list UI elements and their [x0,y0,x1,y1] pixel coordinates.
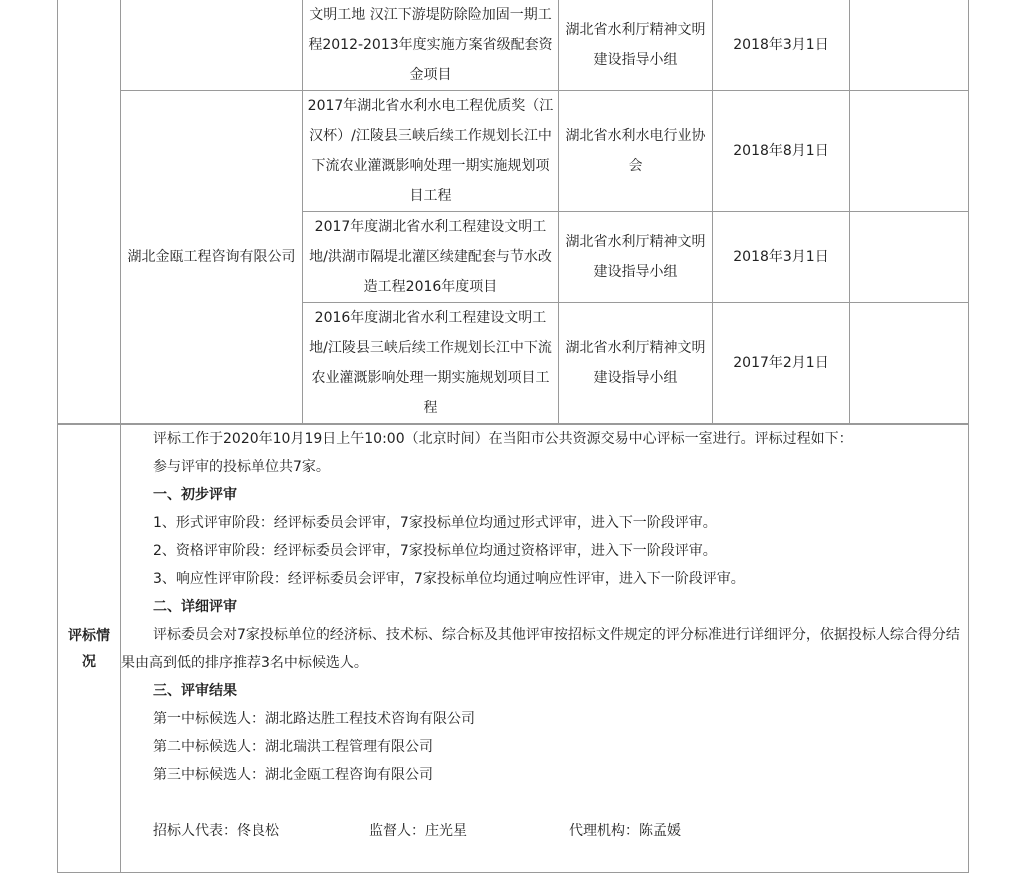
signature-supervisor: 监督人：庄光星 [369,823,467,839]
preliminary-item: 2、资格评审阶段：经评标委员会评审，7家投标单位均通过资格评审，进入下一阶段评审。 [153,543,717,559]
table-row [303,303,558,423]
award-date: 2018年3月1日 [733,37,829,53]
preliminary-item: 1、形式评审阶段：经评标委员会评审，7家投标单位均通过形式评审，进入下一阶段评审。 [153,515,717,531]
column-divider [849,0,850,424]
award-issuer: 湖北省水利水电行业协会 [565,128,706,174]
section-heading-detailed: 二、详细评审 [153,599,237,615]
bidder-count: 参与评审的投标单位共7家。 [153,459,330,475]
table-right-border [968,0,969,873]
table-cell [713,212,849,302]
table-cell [713,0,849,90]
award-project: 2017年湖北省水利水电工程优质奖（江汉杯）/江陵县三峡后续工作规划长江中下流农业灌溉影响处理一期实施规划项目工程 [307,98,554,204]
table-cell [559,0,712,90]
award-project: 2016年度湖北省水利工程建设文明工地/江陵县三峡后续工作规划长江中下流农业灌溉影响处理一期实施规划项目工程 [309,310,552,416]
award-date: 2017年2月1日 [733,355,829,371]
signature-agency: 代理机构：陈孟媛 [569,823,681,839]
candidate-third: 第三中标候选人：湖北金瓯工程咨询有限公司 [153,767,433,783]
preliminary-item: 3、响应性评审阶段：经评标委员会评审，7家投标单位均通过响应性评审，进入下一阶段评审。 [153,571,745,587]
evaluation-label-cell [58,425,120,872]
award-issuer: 湖北省水利厅精神文明建设指导小组 [565,234,706,280]
candidate-second: 第二中标候选人：湖北瑞洪工程管理有限公司 [153,739,433,755]
signature-tenderer: 招标人代表：佟良松 [153,823,279,839]
company-name: 湖北金瓯工程咨询有限公司 [127,249,296,265]
evaluation-label: 评标情况 [68,627,110,670]
detailed-review-text: 评标委员会对7家投标单位的经济标、技术标、综合标及其他评审按招标文件规定的评分标准进行详细评分，依据投标人综合得分结果由高到低的排序推荐3名中标候选人。 [121,627,960,671]
evaluation-intro: 评标工作于2020年10月19日上午10:00（北京时间）在当阳市公共资源交易中心评标一室进行。评标过程如下： [153,431,853,447]
award-project: 2017年度湖北省水利工程建设文明工地/洪湖市隔堤北灌区续建配套与节水改造工程2016年度项目 [309,219,552,295]
award-date: 2018年3月1日 [733,249,829,265]
table-row [303,212,558,302]
table-row [303,91,558,211]
award-issuer: 湖北省水利厅精神文明建设指导小组 [565,22,706,68]
company-cell [121,91,302,423]
section-heading-preliminary: 一、初步评审 [153,487,237,503]
candidate-first: 第一中标候选人：湖北路达胜工程技术咨询有限公司 [153,711,475,727]
table-cell [713,91,849,211]
award-issuer: 湖北省水利厅精神文明建设指导小组 [565,340,706,386]
table-row [303,0,558,90]
table-cell [559,212,712,302]
section-heading-results: 三、评审结果 [153,683,237,699]
table-cell [559,303,712,423]
award-date: 2018年8月1日 [733,143,829,159]
table-cell [559,91,712,211]
table-cell [713,303,849,423]
award-project: 文明工地 汉江下游堤防除险加固一期工程2012-2013年度实施方案省级配套资金项目 [308,7,553,83]
table-bottom-border [57,872,969,873]
